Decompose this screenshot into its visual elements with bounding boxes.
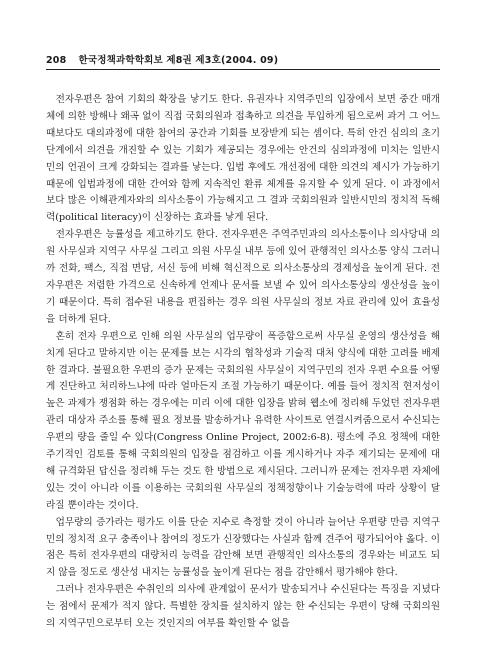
paragraph: 전자우편은 능률성을 제고하기도 한다. 전자우편은 주역주민과의 의사소통이나 의사당내 의원 사무실과 지역구 사무실 그리고 의원 사무실 내부 등에 있어 관행적인 의사소통 양식 그러니까 전화, 팩스, 직접 면담, 서신 등에 비해 혁신적으로 의사소통상의 경제성을 높이게 된다. 전자우편은 저렴한 가격으로 신속하게 언제나 문서를 보낼 수 있어 의사소통상의 생산성을 높이기 때문이다. 특히 접수된 내용을 편집하는 경우 의원 사무실의 정보 자료 관리에 있어 효율성을 더하게 된다.: [46, 229, 440, 325]
paragraph: 전자우편은 참여 기회의 확장을 낳기도 한다. 유권자나 지역주민의 입장에서 보면 중간 매개체에 의한 방해나 왜곡 없이 직접 국회의원과 접촉하고 의견을 투입하게 됨으로써 과거 그 어느 때보다도 대의과정에 대한 참여의 공간과 기회를 보장받게 되는 셈이다. 특히 안건 심의의 초기 단계에서 의견을 개진할 수 있는 기회가 제공되는 경우에는 안건의 심의과정에 미치는 일반시민의 언권이 크게 강화되는 결과를 낳는다. 입법 후에도 개선점에 대한 의견의 제시가 가능하기 때문에 입법과정에 대한 간여와 함께 지속적인 환류 체계를 유지할 수 있게 된다. 이 과정에서 보다 많은 이해관계자와의 의사소통이 가능해지고 그 결과 국회의원과 일반시민의 정치적 독해력(political literacy)이 신장하는 효과를 낳게 된다.: [46, 94, 440, 224]
running-header: [46, 52, 440, 70]
paragraph: 업무량의 증가라는 평가도 이를 단순 지수로 측정할 것이 아니라 늘어난 우편량 만큼 지역구민의 정치적 요구 충족이나 참여의 정도가 신장했다는 사실과 함께 견주어 평가되어야 옳다. 이점은 특히 전자우편의 대량처리 능력을 감안해 보면 관행적인 의사소통의 경우와는 비교도 되지 않을 정도로 생산성 내지는 능률성을 높이게 된다는 점을 감안해서 평가해야 한다.: [46, 516, 440, 579]
paragraph: 그러나 전자우편은 수취인의 의사에 관계없이 문서가 발송되거나 수신된다는 특징을 지녔다는 점에서 문제가 적지 않다. 특별한 장치를 설치하지 않는 한 수신되는 우편이 당해 국회의원의 지역구민으로부터 오는 것인지의 여부를 확인할 수 없을: [46, 584, 440, 630]
body-text: [46, 92, 440, 633]
paragraph: 혼히 전자 우편으로 인해 의원 사무실의 업무량이 폭증함으로써 사무실 운영의 생산성을 해치게 된다고 말하지만 이는 문제를 보는 시각의 협착성과 기술적 대처 양식에 대한 고려를 배제한 결과다. 불필요한 우편의 증가 문제는 국회의원 사무실이 지역구민의 전자 우편 수요를 어떻게 진단하고 처리하느냐에 따라 얼마든지 조절 가능하기 때문이다. 예를 들어 정치적 현저성이 높은 과제가 쟁점화 하는 경우에는 미리 이에 대한 입장을 밝혀 웹소에 정리해 두었던 전자우편 관리 대상자 주소를 통해 필요 정보를 발송하거나 유력한 사이트로 연결시켜줌으로서 수신되는 우편의 량을 줄일 수 있다(Congress Online Project, 2002:6-8). 평소에 주요 정책에 대한 주기적인 검토를 통해 국회의원의 입장을 점검하고 이를 게시하거나 자주 제기되는 문제에 대해 규격화된 답신을 정리해 두는 것도 한 방법으로 제시된다. 그러니까 문제는 전자우편 자체에 있는 것이 아니라 이를 이용하는 국회의원 사무실의 정책정향이나 기술능력에 따라 상황이 달라질 뿐이라는 것이다.: [46, 330, 440, 511]
page-number: 208: [46, 55, 67, 66]
journal-citation: 한국정책과학학회보 제8권 제3호(2004. 09): [78, 55, 279, 66]
